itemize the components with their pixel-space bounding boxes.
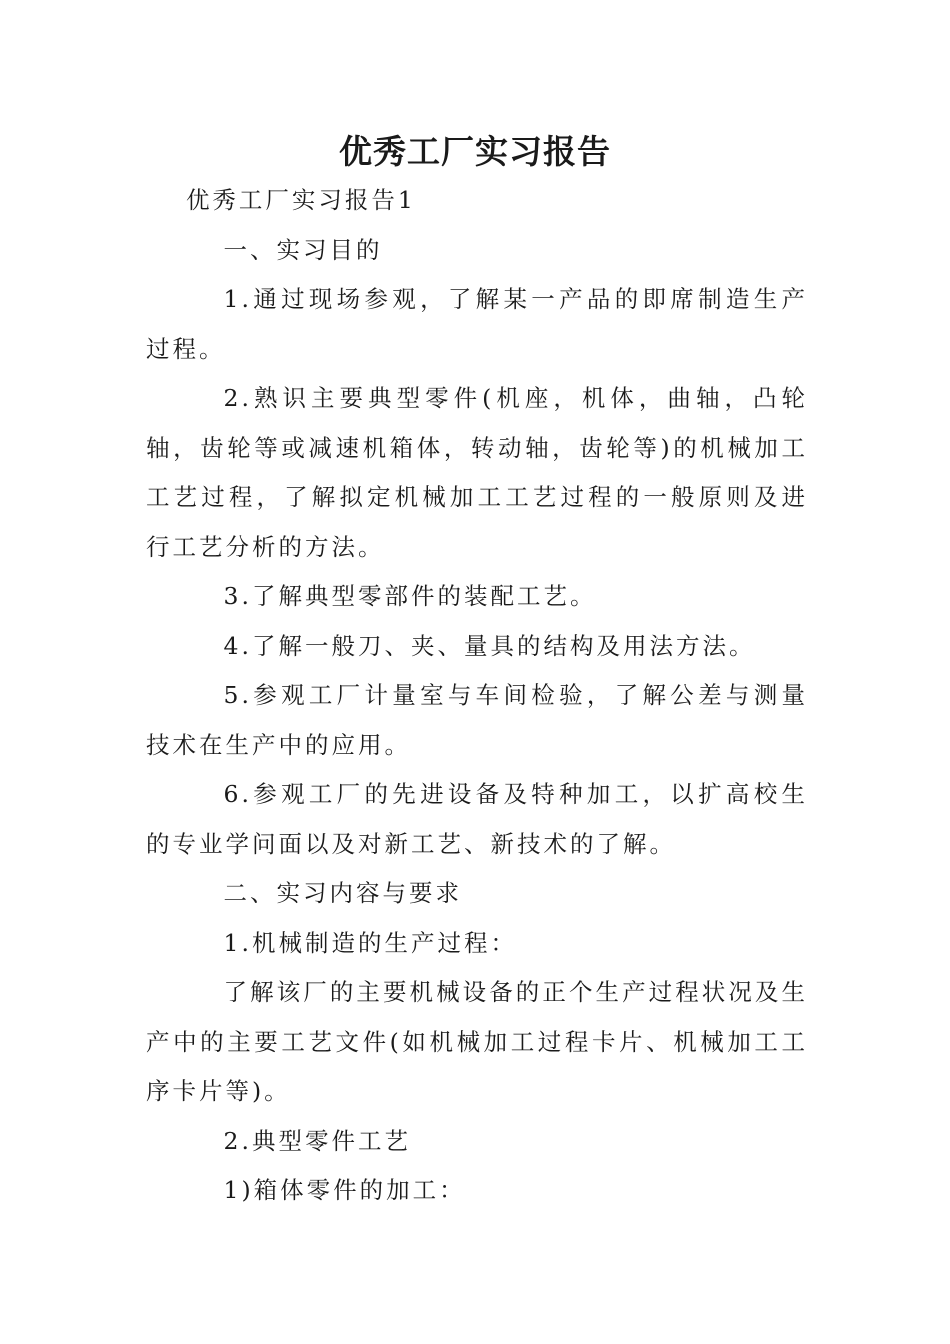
paragraph-item-3: 3.了解典型零部件的装配工艺。 xyxy=(223,582,597,610)
section-heading-content: 二、实习内容与要求 xyxy=(223,879,463,907)
section-heading-purpose: 一、实习目的 xyxy=(223,235,383,264)
document-body xyxy=(146,176,808,1216)
paragraph-item-2: 2.熟识主要典型零件(机座，机体，曲轴，凸轮轴，齿轮等或减速机箱体，转动轴，齿轮等)的机械加工工艺过程，了解拟定机械加工工艺过程的一般原则及进行工艺分析的方法。 xyxy=(146,384,808,561)
document-title: 优秀工厂实习报告 xyxy=(339,132,611,171)
paragraph-production-detail: 了解该厂的主要机械设备的正个生产过程状况及生产中的主要工艺文件(如机械加工过程卡片、机械加工工序卡片等)。 xyxy=(146,978,808,1105)
paragraph-item-5: 5.参观工厂计量室与车间检验，了解公差与测量技术在生产中的应用。 xyxy=(146,681,808,759)
paragraph-item-6: 6.参观工厂的先进设备及特种加工，以扩高校生的专业学问面以及对新工艺、新技术的了解。 xyxy=(146,780,808,858)
paragraph-production-process: 1.机械制造的生产过程： xyxy=(223,928,517,957)
paragraph-box-parts: 1)箱体零件的加工： xyxy=(223,1176,466,1204)
paragraph-item-1: 1.通过现场参观，了解某一产品的即席制造生产过程。 xyxy=(146,285,808,363)
report-subtitle: 优秀工厂实习报告1 xyxy=(185,186,416,214)
paragraph-typical-parts: 2.典型零件工艺 xyxy=(223,1126,411,1155)
paragraph-item-4: 4.了解一般刀、夹、量具的结构及用法方法。 xyxy=(223,631,756,660)
